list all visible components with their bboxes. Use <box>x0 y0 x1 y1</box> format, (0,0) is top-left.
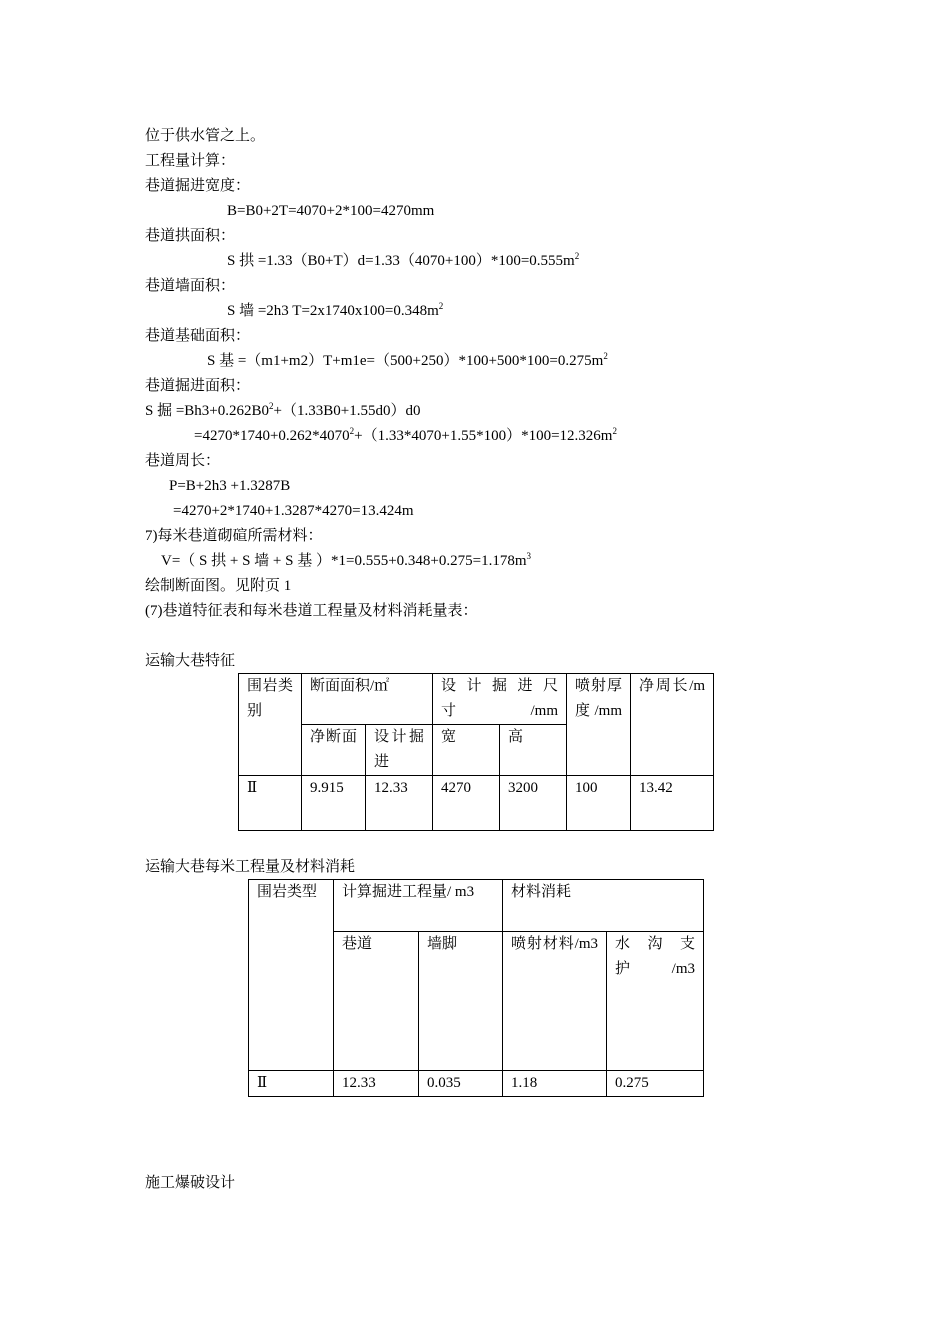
cell: 3200 <box>500 776 567 831</box>
header-spray-material: 喷射材料/m3 <box>503 932 607 1071</box>
text-line: 巷道周长： <box>145 453 221 469</box>
header-tunnel: 巷道 <box>334 932 419 1071</box>
formula-base-area: S 基 $=(m1+m2)T+m1e=(500+250)*100+500*100=0.275m^2$ <box>207 351 608 369</box>
cell: 13.42 <box>631 776 714 831</box>
header-width: 宽 <box>433 725 500 776</box>
text-line: 巷道墙面积： <box>145 278 236 294</box>
header-rock-type: 围岩类型 <box>249 880 334 1071</box>
text-line: 7)每米巷道砌碹所需材料： <box>145 528 323 544</box>
header-height: 高 <box>500 725 567 776</box>
header-calc-dig: 计算掘进工程量/ m3 <box>334 880 503 932</box>
formula-perimeter-value: =4270+2*1740+1.3287*4270=13.424m <box>173 503 414 519</box>
formula-perimeter: P=B+2h3 +1.3287B <box>169 478 291 494</box>
text-line: 巷道掘进面积： <box>145 378 251 394</box>
text-line: 巷道掘进宽度： <box>145 178 251 194</box>
cell: Ⅱ <box>239 776 302 831</box>
text-line: 巷道拱面积： <box>145 228 236 244</box>
section-heading: 施工爆破设计 <box>145 1175 236 1191</box>
cell: 100 <box>567 776 631 831</box>
text-line: 绘制断面图。见附页 1 <box>145 578 292 594</box>
header-wall-foot: 墙脚 <box>419 932 503 1071</box>
table-row <box>249 1071 704 1097</box>
cell: 12.33 <box>334 1071 419 1097</box>
table-row <box>239 776 714 831</box>
cell: 1.18 <box>503 1071 607 1097</box>
header-section-area: 断面面积/㎡ <box>302 674 433 725</box>
header-material: 材料消耗 <box>503 880 704 932</box>
formula-dig-area: S 掘 $=Bh3+0.262B0^2+(1.33B0+1.55d0)d0$ <box>145 401 421 419</box>
cell: 0.275 <box>607 1071 704 1097</box>
text-line: 位于供水管之上。 <box>145 128 266 144</box>
text-line: (7)巷道特征表和每米巷道工程量及材料消耗量表： <box>145 603 478 619</box>
cell: Ⅱ <box>249 1071 334 1097</box>
header-net-section: 净断面 <box>302 725 366 776</box>
header-net-perimeter: 净周长/m <box>631 674 714 776</box>
cell: 12.33 <box>366 776 433 831</box>
formula-width: B=B0+2T=4070+2*100=4270mm <box>227 203 435 219</box>
table2-caption: 运输大巷每米工程量及材料消耗 <box>145 859 356 875</box>
formula-volume: V=（ S 拱 + S 墙 + S 基 ）$*1=0.555+0.348+0.275=1.178m^3$ <box>161 551 531 569</box>
table1-caption: 运输大巷特征 <box>145 653 236 669</box>
header-spray-thickness: 喷射厚度/mm <box>567 674 631 776</box>
header-ditch-support: 水沟支护/m3 <box>607 932 704 1071</box>
text-line: 工程量计算： <box>145 153 236 169</box>
formula-dig-area-value: $=4270*1740+0.262*4070^2+(1.33*4070+1.55*100)*100=12.326m^2$ <box>194 426 617 444</box>
formula-arch-area: S 拱 $=1.33(B0+T)d=1.33(4070+100)*100=0.555m^2$ <box>227 251 580 269</box>
cell: 0.035 <box>419 1071 503 1097</box>
header-design-size: 设计掘进尺寸/mm <box>433 674 567 725</box>
quantity-table <box>248 879 704 1097</box>
header-design-dig: 设计掘进 <box>366 725 433 776</box>
cell: 4270 <box>433 776 500 831</box>
formula-wall-area: S 墙 =2h3 $T=2x1740x100=0.348m^2$ <box>227 301 444 319</box>
header-rock-class: 围岩类别 <box>239 674 302 776</box>
text-line: 巷道基础面积： <box>145 328 251 344</box>
tunnel-feature-table <box>238 673 714 831</box>
cell: 9.915 <box>302 776 366 831</box>
